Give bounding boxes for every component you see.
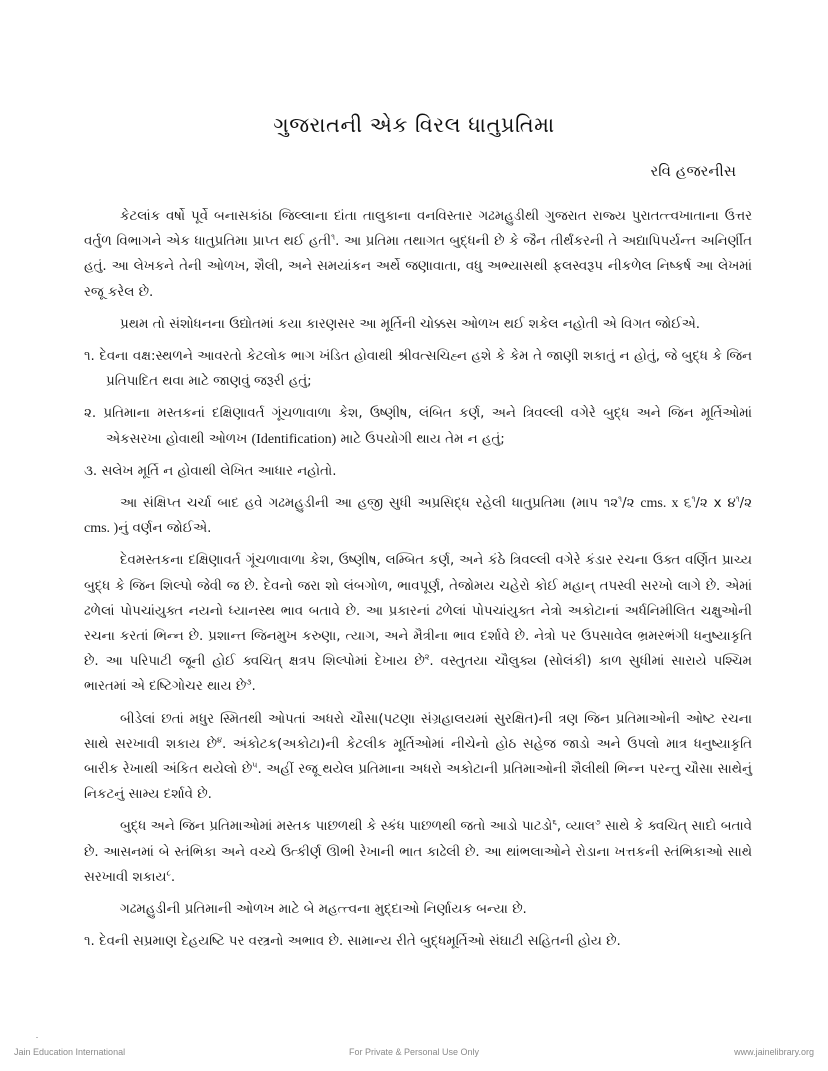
footnote-ref[interactable]: ૫ <box>252 760 258 770</box>
footnote-ref[interactable]: ૬ <box>552 818 557 827</box>
list-item-reason-1: ૧. દેવના વક્ષ:સ્થળને આવરતો કેટલોક ભાગ ખંડિત હોવાથી શ્રીવત્સચિહ્ન હશે કે કેમ તે જાણી શકાતું ન હોતું, જે બુદ્ધ કે જિન પ્રતિપાદિત થવા માટે જાણવું જરૂરી હતું; <box>84 349 752 390</box>
paragraph-lips-description: બીડેલાં છતાં મધુર સ્મિતથી ઓપતાં અધરો ચૌસા(પટણા સંગ્રહાલયમાં સુરક્ષિત)ની ત્રણ જિન પ્રતિમાઓની ઓષ્ટ રચના સાથે સરખાવી શકાય છે$^૪$. અંકોટક(અકોટા)ની કેટલીક મૂર્તિઓમાં નીચેનો હોઠ સહેજ જાડો અને ઉપલો માત્ર ધનુષ્યાકૃતિ બારીક રેખાથી અંકિત થયેલો છે$^૫$. અહીં રજૂ થયેલ પ્રતિમાના અધરો અકોટાની પ્રતિમાઓની શૈલીથી ભિન્ન પરન્તુ ચૌસા સાથેનું નિકટનું સામ્ય દર્શાવે છે. <box>84 711 752 803</box>
paragraph-seat-description: બુદ્ધ અને જિન પ્રતિમાઓમાં મસ્તક પાછળથી કે સ્કંધ પાછળથી જતો આડો પાટડો$^૬$, વ્યાલ$^૭$ સાથે કે ક્વચિત્ સાદો બતાવે છે. આસનમાં બે સ્તંભિકા અને વચ્ચે ઉત્કીર્ણ ઊભી રેખાની ભાત કાઢેલી છે. આ થાંભલાઓને રોડાના ખત્તકની સ્તંભિકાઓ સાથે સરખાવી શકાય$^૮$. <box>84 818 752 885</box>
footer-website-link[interactable]: www.jainelibrary.org <box>734 1047 814 1057</box>
footnote-ref[interactable]: ૪ <box>216 735 222 745</box>
list-item-reason-2: ૨. પ્રતિમાના મસ્તકનાં દક્ષિણાવર્ત ગૂંચળાવાળા કેશ, ઉષ્ણીષ, લંબિત કર્ણ, અને ત્રિવલ્લી વગેરે બુદ્ધ અને જિન મૂર્તિઓમાં એકસરખા હોવાથી ઓળખ (Identification) માટે ઉપયોગી થાય તેમ ન હતું; <box>84 406 752 447</box>
footnote-ref[interactable]: ૩ <box>246 677 252 687</box>
paragraph-head-description: દેવમસ્તકના દક્ષિણાવર્ત ગૂંચળાવાળા કેશ, ઉષ્ણીષ, લમ્બિત કર્ણ, અને કંઠે ત્રિવલ્લી વગેરે કંડાર રચના ઉક્ત વર્ણિત પ્રાચ્ય બુદ્ધ કે જિન શિલ્પો જેવી જ છે. દેવનો જરા શો લંબગોળ, ભાવપૂર્ણ, તેજોમય ચહેરો કોઈ મહાન્ તપસ્વી સરખો લાગે છે. એમાં ઢળેલાં પોપચાંયુક્ત નયનો ધ્યાનસ્થ ભાવ બતાવે છે. આ પ્રકારનાં ઢળેલાં પોપચાંયુક્ત નેત્રો અકોટાનાં અર્ધનિમીલિત ચક્ષુઓની રચના કરતાં ભિન્ન છે. પ્રશાન્ત જિનમુખ કરુણા, ત્યાગ, અને મૈત્રીના ભાવ દર્શાવે છે. નેત્રો પર ઉપસાવેલ ભ્રમરભંગી ધનુષ્યાકૃતિ છે. આ પરિપાટી જૂની હોઈ ક્વચિત્ ક્ષત્રપ શિલ્પોમાં દેખાય છે$^૨$. વસ્તુતયા ચૌલુક્ય (સોલંકી) કાળ સુધીમાં સારાયે પશ્ચિમ ભારતમાં એ દષ્ટિગોચર થાય છે$^૩$. <box>84 553 752 695</box>
article-body <box>84 204 752 961</box>
paragraph-intro: કેટલાંક વર્ષો પૂર્વે બનાસકાંઠા જિલ્લાના દાંતા તાલુકાના વનવિસ્તાર ગઢમહુડીથી ગુજરાત રાજ્ય પુરાતત્ત્વખાતાના ઉત્તર વર્તુળ વિભાગને એક ધાતુપ્રતિમા પ્રાપ્ત થઈ હતી$^૧$. આ પ્રતિમા તથાગત બુદ્ધની છે કે જૈન તીર્થંકરની તે અદ્યાપિપર્યન્ત અનિર્ણીત હતું. આ લેખકને તેની ઓળખ, શૈલી, અને સમયાંકન અર્થે જણાવાતા, વધુ અભ્યાસથી ફલસ્વરૂપ નીકળેલ નિષ્કર્ષ આ લેખમાં રજૂ કરેલ છે. <box>84 209 752 300</box>
footnote-ref[interactable]: ૮ <box>166 868 171 878</box>
paragraph-measurements: આ સંક્ષિપ્ત ચર્ચા બાદ હવે ગઢમહુડીની આ હજી સુધી અપ્રસિદ્ધ રહેલી ધાતુપ્રતિમા (માપ $૧૨^૧/૨$ cms. x $૬^૧/૨$ x $૪^૧/૨$ cms. )નું વર્ણન જોઈએ. <box>84 494 752 537</box>
article-author: રવિ હજરનીસ <box>650 162 736 180</box>
footnote-ref[interactable]: ૭ <box>594 818 601 827</box>
scan-mark <box>36 1037 38 1038</box>
list-item-reason-3: ૩. સલેખ મૂર્તિ ન હોવાથી લેખિત આધાર નહોતો. <box>84 463 337 479</box>
footer-publisher: Jain Education International <box>14 1047 126 1057</box>
article-title: ગુજરાતની એક વિરલ ધાતુપ્રતિમા <box>273 113 555 137</box>
list-item-point-1: ૧. દેવની સપ્રમાણ દેહયષ્ટિ પર વસ્ત્રનો અભાવ છે. સામાન્ય રીતે બુદ્ધમૂર્તિઓ સંઘાટી સહિતની હોય છે. <box>84 934 621 950</box>
page-footer <box>0 1047 828 1061</box>
footnote-ref[interactable]: ૨ <box>424 652 430 662</box>
paragraph-identification-points: ગઢમહુડીની પ્રતિમાની ઓળખ માટે બે મહત્ત્વના મુદ્દાઓ નિર્ણાયક બન્યા છે. <box>120 902 527 918</box>
footnote-ref[interactable]: ૧ <box>331 232 336 242</box>
footer-usage-note: For Private & Personal Use Only <box>348 1047 480 1057</box>
paragraph-reasons-intro: પ્રથમ તો સંશોધનના ઉદ્યોતમાં કયા કારણસર આ મૂર્તિની ચોક્કસ ઓળખ થઈ શકેલ નહોતી એ વિગત જોઈએ. <box>120 316 700 332</box>
